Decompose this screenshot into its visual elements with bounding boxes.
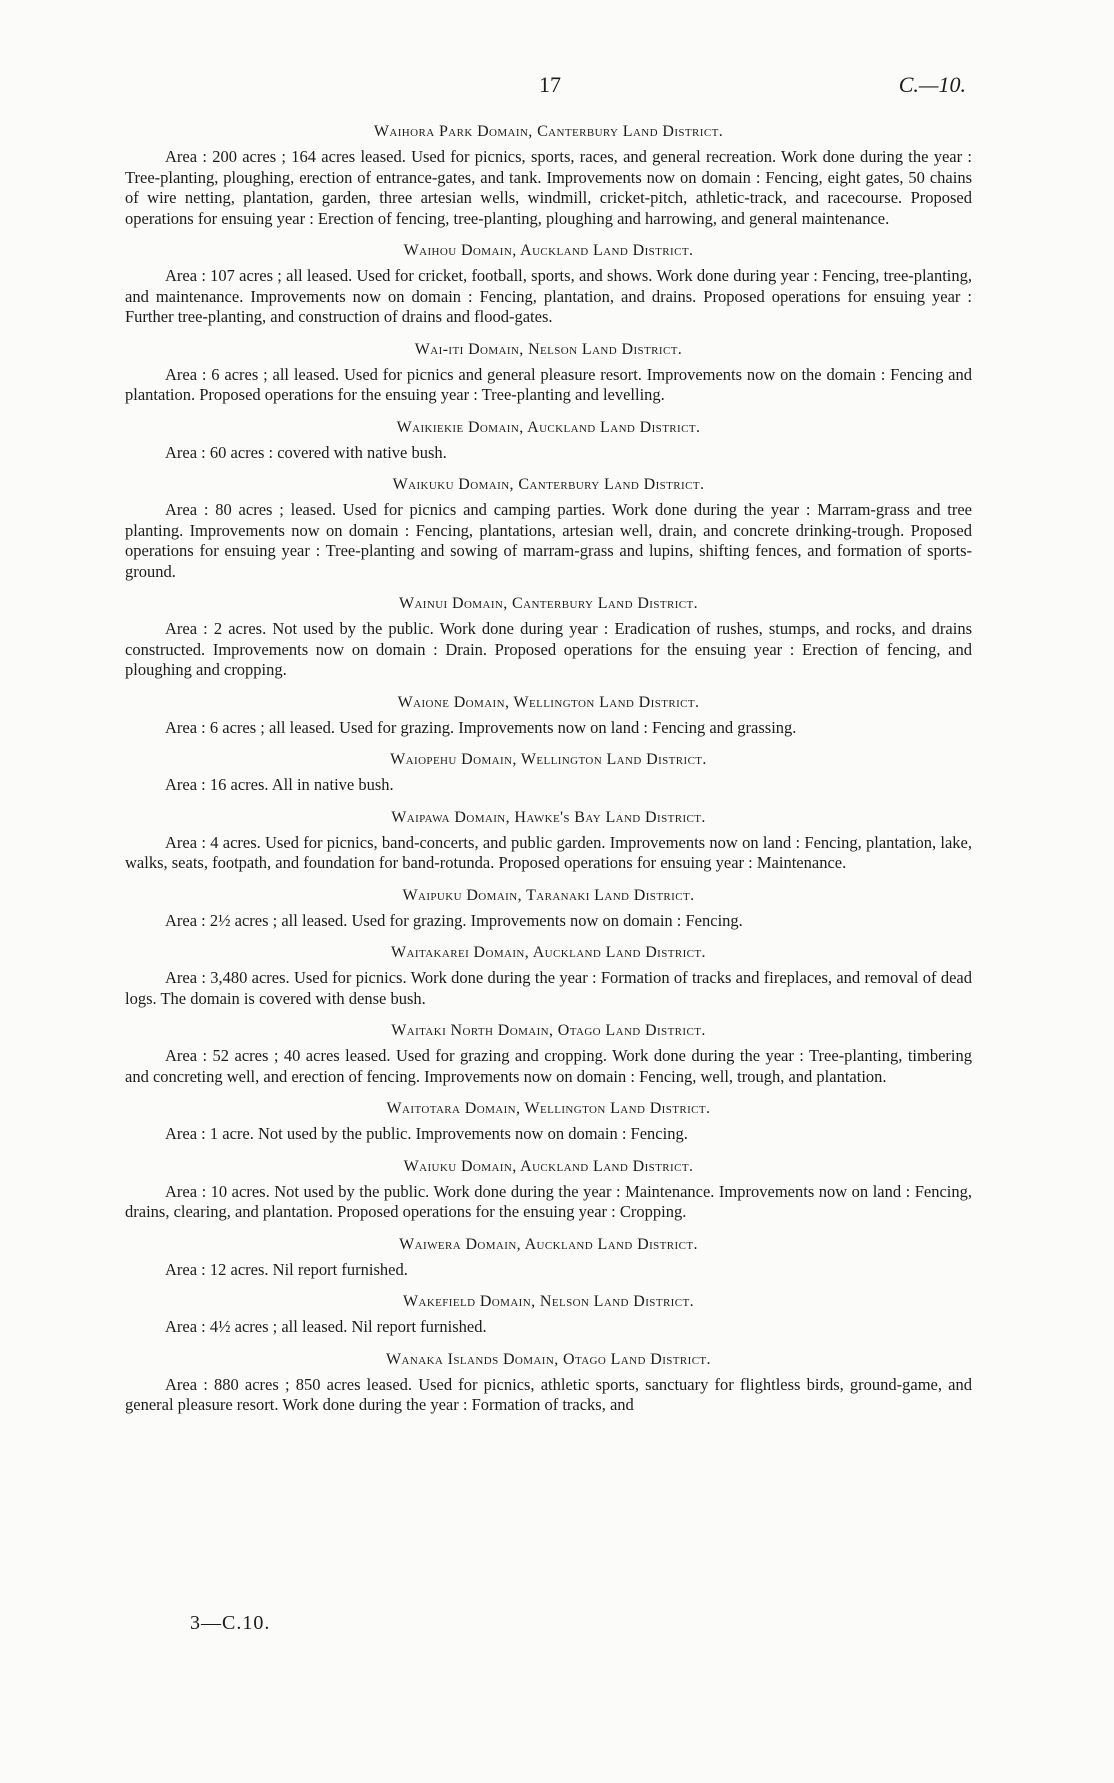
section-heading: Waipuku Domain, Taranaki Land District. (402, 886, 695, 904)
section-heading: Waihou Domain, Auckland Land District. (403, 242, 694, 259)
section-heading: Waipawa Domain, Hawke's Bay Land District. (391, 808, 706, 826)
section-waihou (125, 241, 972, 328)
section-body: Area : 4½ acres ; all leased. Nil report furnished. (165, 1317, 487, 1336)
section-heading: Waiopehu Domain, Wellington Land District. (390, 751, 707, 768)
section-waitotara (125, 1099, 972, 1145)
section-waikuku (125, 475, 972, 582)
section-waipawa (125, 808, 972, 874)
section-waiuku (125, 1157, 972, 1223)
section-heading: Waiuku Domain, Auckland Land District. (403, 1157, 694, 1175)
section-body: Area : 2 acres. Not used by the public. Work done during year : Eradication of rushes, stumps, and rocks, and drains constructed. Improvements now on domain : Drain. Proposed operations for the ensuing year : Erection of fencing, and ploughing and cropping. (125, 619, 972, 679)
section-waiopehu (125, 750, 972, 796)
section-heading: Wakefield Domain, Nelson Land District. (402, 1293, 695, 1310)
section-waitaki-north (125, 1021, 972, 1087)
section-body: Area : 107 acres ; all leased. Used for cricket, football, sports, and shows. Work done during year : Fencing, tree-planting, and maintenance. Improvements now on domain : Fencing, plantation, and drains. Proposed operations for ensuing year : Further tree-planting, and construction of drains and flood-gates. (125, 266, 972, 326)
section-body: Area : 2½ acres ; all leased. Used for grazing. Improvements now on domain : Fencing. (165, 910, 743, 930)
section-body: Area : 200 acres ; 164 acres leased. Used for picnics, sports, races, and general recreation. Work done during the year : Tree-planting, ploughing, erection of entrance-gates, and tank. Improvements now on domain : Fencing, eight gates, 50 chains of wire netting, plantation, garden, three artesian wells, windmill, cricket-pitch, athletic-track, and racecourse. Proposed operations for ensuing year : Erection of fencing, tree-planting, ploughing and harrowing, and general maintenance. (125, 147, 972, 228)
section-heading: Waiwera Domain, Auckland Land District. (399, 1235, 698, 1253)
section-body: Area : 80 acres ; leased. Used for picnics and camping parties. Work done during the year : Marram-grass and tree planting. Improvements now on domain : Fencing, plantations, artesian well, drain, and concrete drinking-trough. Proposed operations for ensuing year : Tree-planting and sowing of marram-grass and lupins, shifting fences, and formation of sports-ground. (125, 500, 972, 581)
page-number: 17 (539, 72, 561, 97)
section-body: Area : 880 acres ; 850 acres leased. Used for picnics, athletic sports, sanctuary for flightless birds, ground-game, and general pleasure resort. Work done during the year : Formation of tracks, and (125, 1374, 972, 1414)
page-signature: 3—C.10. (190, 1612, 271, 1634)
section-heading: Waikuku Domain, Canterbury Land District. (392, 476, 705, 493)
section-heading: Waitotara Domain, Wellington Land District. (386, 1100, 711, 1117)
section-wai-iti (125, 340, 972, 406)
section-body: Area : 12 acres. Nil report furnished. (165, 1259, 408, 1279)
section-wakefield (125, 1292, 972, 1338)
section-body: Area : 1 acre. Not used by the public. Improvements now on domain : Fencing. (165, 1124, 688, 1143)
section-waiwera (125, 1235, 972, 1281)
section-wainui (125, 594, 972, 681)
document-reference: C.—10. (898, 72, 966, 97)
section-heading: Waitaki North Domain, Otago Land District. (391, 1022, 706, 1039)
page-content (125, 122, 972, 1428)
section-body: Area : 6 acres ; all leased. Used for grazing. Improvements now on land : Fencing and grassing. (165, 717, 797, 737)
section-heading: Waikiekie Domain, Auckland Land District. (396, 418, 701, 436)
section-waione (125, 693, 972, 739)
section-waitakarei (125, 943, 972, 1009)
section-body: Area : 52 acres ; 40 acres leased. Used for grazing and cropping. Work done during the year : Tree-planting, timbering and concreting well, and erection of fencing. Improvements now on domain : Fencing, well, trough, and plantation. (125, 1046, 972, 1086)
section-wanaka-islands (125, 1350, 972, 1416)
section-waihora-park (125, 122, 972, 229)
section-body: Area : 10 acres. Not used by the public. Work done during the year : Maintenance. Improvements now on land : Fencing, drains, clearing, and plantation. Proposed operations for the ensuing year : Cropping. (125, 1181, 972, 1221)
section-heading: Waione Domain, Wellington Land District. (397, 693, 700, 711)
section-body: Area : 60 acres : covered with native bush. (165, 442, 447, 462)
section-heading: Waihora Park Domain, Canterbury Land District. (373, 123, 724, 140)
section-body: Area : 16 acres. All in native bush. (165, 775, 394, 794)
page-header (0, 72, 1114, 100)
section-heading: Waitakarei Domain, Auckland Land District. (391, 944, 706, 961)
section-body: Area : 6 acres ; all leased. Used for picnics and general pleasure resort. Improvements now on the domain : Fencing and plantation. Proposed operations for the ensuing year : Tree-planting and levelling. (125, 364, 972, 404)
section-waipuku (125, 886, 972, 932)
section-waikiekie (125, 418, 972, 464)
section-heading: Wainui Domain, Canterbury Land District. (398, 595, 699, 612)
section-body: Area : 3,480 acres. Used for picnics. Work done during the year : Formation of tracks and fireplaces, and removal of dead logs. The domain is covered with dense bush. (125, 968, 972, 1008)
section-heading: Wanaka Islands Domain, Otago Land District. (386, 1350, 711, 1368)
section-heading: Wai-iti Domain, Nelson Land District. (414, 340, 683, 358)
section-body: Area : 4 acres. Used for picnics, band-concerts, and public garden. Improvements now on land : Fencing, plantation, lake, walks, seats, footpath, and foundation for band-rotunda. Proposed operations for ensuing year : Maintenance. (125, 832, 972, 872)
